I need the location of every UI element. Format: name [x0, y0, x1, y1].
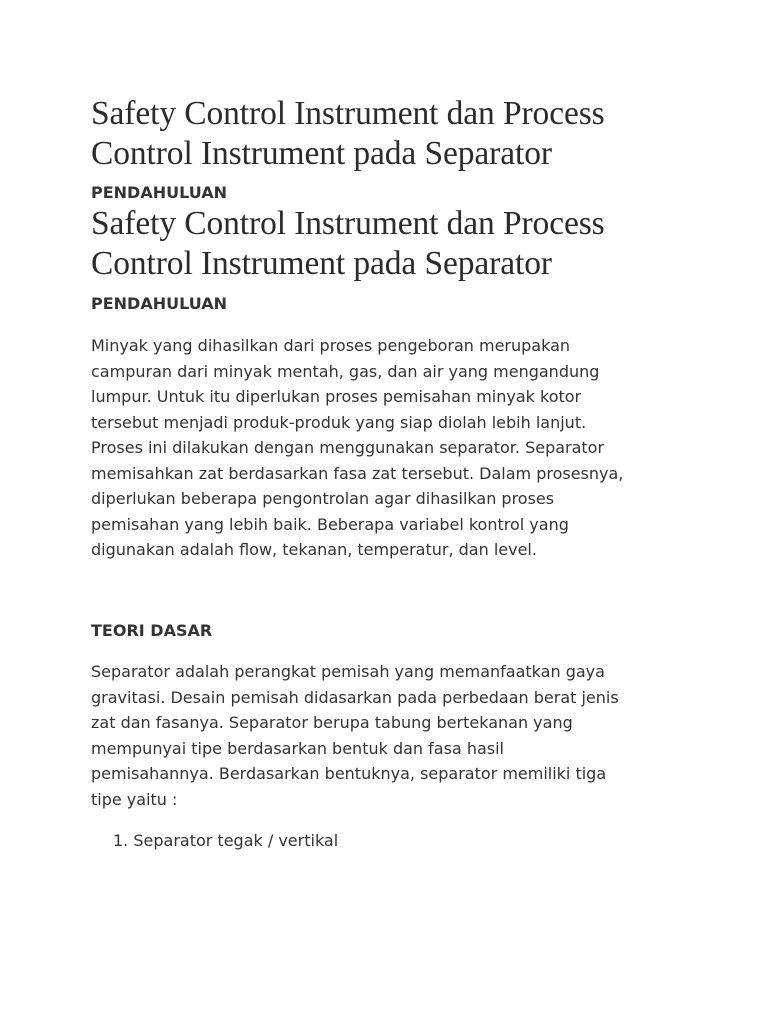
paragraph-line: Separator adalah perangkat pemisah yang memanfaatkan gaya — [91, 662, 605, 681]
title-line: Control Instrument pada Separator — [91, 135, 552, 172]
document-title-repeat — [91, 204, 691, 284]
document-title — [91, 94, 691, 174]
intro-paragraph — [91, 333, 691, 563]
paragraph-line: Minyak yang dihasilkan dari proses pengeboran merupakan — [91, 336, 571, 355]
title-line: Safety Control Instrument dan Process — [91, 95, 605, 132]
paragraph-line: diperlukan beberapa pengontrolan agar dihasilkan proses — [91, 489, 555, 508]
paragraph-line: memisahkan zat berdasarkan fasa zat tersebut. Dalam prosesnya, — [91, 463, 624, 483]
title-line: Control Instrument pada Separator — [91, 245, 552, 282]
title-line: Safety Control Instrument dan Process — [91, 205, 605, 242]
paragraph-line: lumpur. Untuk itu diperlukan proses pemisahan minyak kotor — [91, 387, 582, 406]
paragraph-line: zat dan fasanya. Separator berupa tabung bertekanan yang — [91, 713, 573, 732]
theory-paragraph — [91, 659, 691, 812]
section-heading-pendahuluan-repeat: PENDAHULUAN — [91, 294, 227, 313]
paragraph-line: pemisahan yang lebih baik. Beberapa variabel kontrol yang — [91, 514, 569, 534]
paragraph-line: campuran dari minyak mentah, gas, dan air yang mengandung — [91, 361, 600, 381]
paragraph-line: tipe yaitu : — [91, 789, 178, 809]
paragraph-line: tersebut menjadi produk-produk yang siap diolah lebih lanjut. — [91, 412, 587, 432]
separator-types-list — [91, 828, 338, 853]
list-item: 1. Separator tegak / vertikal — [113, 831, 339, 850]
paragraph-line: Proses ini dilakukan dengan menggunakan separator. Separator — [91, 438, 605, 457]
section-heading-teori-dasar: TEORI DASAR — [91, 621, 213, 640]
paragraph-line: pemisahannya. Berdasarkan bentuknya, separator memiliki tiga — [91, 764, 607, 783]
paragraph-line: gravitasi. Desain pemisah didasarkan pada perbedaan berat jenis — [91, 687, 619, 707]
section-heading-pendahuluan: PENDAHULUAN — [91, 183, 227, 202]
paragraph-line: digunakan adalah flow, tekanan, temperatur, dan level. — [91, 540, 537, 559]
paragraph-line: mempunyai tipe berdasarkan bentuk dan fasa hasil — [91, 738, 504, 758]
